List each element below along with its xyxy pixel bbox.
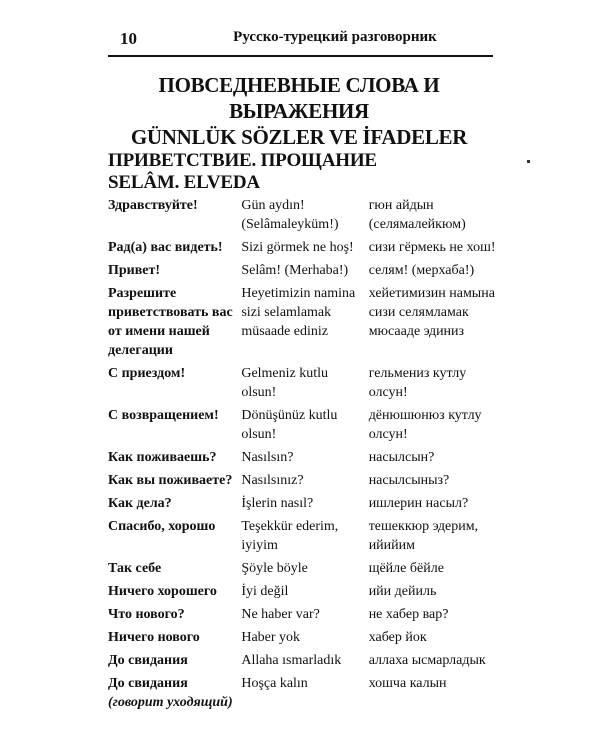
phrase-russian: Спасибо, хорошо bbox=[108, 519, 216, 534]
phrase-turkish: Nasılsınız? bbox=[241, 473, 304, 488]
phrase-russian: Как дела? bbox=[108, 496, 172, 511]
phrase-row bbox=[108, 517, 503, 555]
phrase-turkish: Sizi görmek ne hoş! bbox=[241, 240, 354, 255]
chapter-title-tr: GÜNNLÜK SÖZLER VE İFADELER bbox=[130, 125, 468, 149]
phrase-row bbox=[108, 196, 503, 234]
phrase-turkish: Allaha ısmarladık bbox=[241, 653, 342, 668]
phrase-row bbox=[108, 674, 503, 712]
print-speck bbox=[527, 160, 530, 163]
phrase-transcription: насылсын? bbox=[368, 450, 435, 465]
phrase-transcription: ишлерин насыл? bbox=[368, 496, 469, 511]
phrase-transcription: аллаха ысмарладык bbox=[368, 653, 486, 668]
phrase-transcription: селям! (мерхаба!) bbox=[368, 263, 475, 278]
phrase-transcription: тешеккюр эдерим, ийийим bbox=[368, 519, 479, 553]
phrase-russian: С приездом! bbox=[108, 366, 186, 381]
phrase-turkish: İşlerin nasıl? bbox=[241, 496, 314, 511]
phrase-turkish: Heyetimizin namina sizi selamlamak müsaade ediniz bbox=[241, 286, 356, 339]
phrase-transcription: хабер йок bbox=[368, 630, 427, 645]
phrase-transcription: хошча калын bbox=[368, 676, 447, 691]
phrase-russian: До свидания bbox=[108, 653, 188, 668]
phrase-transcription: хейетимизин намына сизи селямламак мюсааде эдиниз bbox=[368, 286, 495, 339]
phrase-turkish: Dönüşünüz kutlu olsun! bbox=[241, 408, 338, 442]
phrase-russian: До свидания bbox=[108, 676, 188, 691]
phrase-row bbox=[108, 651, 503, 670]
phrase-row bbox=[108, 261, 503, 280]
phrase-row bbox=[108, 364, 503, 402]
phrase-turkish: Haber yok bbox=[241, 630, 301, 645]
phrase-row bbox=[108, 238, 503, 257]
chapter-title bbox=[98, 72, 500, 150]
section-title-tr: SELÂM. ELVEDA bbox=[108, 172, 260, 193]
phrase-russian-cell bbox=[108, 674, 239, 712]
phrase-russian: Как поживаешь? bbox=[108, 450, 217, 465]
phrase-turkish: Gün aydın! (Selâmaleyküm!) bbox=[241, 198, 339, 232]
running-title: Русско-турецкий разговорник bbox=[233, 29, 437, 45]
phrase-row bbox=[108, 471, 503, 490]
phrase-row bbox=[108, 628, 503, 647]
phrase-transcription: щёйле бёйле bbox=[368, 561, 444, 576]
phrase-row bbox=[108, 582, 503, 601]
phrase-turkish: Hoşça kalın bbox=[241, 676, 308, 691]
phrase-transcription: сизи гёрмекь не хош! bbox=[368, 240, 496, 255]
phrase-russian: Ничего хорошего bbox=[108, 584, 217, 599]
phrase-russian: Рад(а) вас видеть! bbox=[108, 240, 223, 255]
phrase-transcription: гюн айдын (селямалейкюм) bbox=[368, 198, 466, 232]
phrase-russian: Ничего нового bbox=[108, 630, 200, 645]
phrase-row bbox=[108, 559, 503, 578]
phrase-russian: Разрешите приветствовать вас от имени нашей делегации bbox=[108, 286, 233, 358]
header-rule bbox=[108, 55, 493, 57]
phrase-row bbox=[108, 406, 503, 444]
phrase-turkish: Nasılsın? bbox=[241, 450, 294, 465]
phrase-row bbox=[108, 494, 503, 513]
chapter-title-ru: ПОВСЕДНЕВНЫЕ СЛОВА И ВЫРАЖЕНИЯ bbox=[158, 73, 440, 123]
section-title bbox=[108, 150, 377, 194]
phrase-transcription: ийи дейиль bbox=[368, 584, 437, 599]
phrase-row bbox=[108, 605, 503, 624]
phrase-turkish: Gelmeniz kutlu olsun! bbox=[241, 366, 329, 400]
phrase-russian: Здравствуйте! bbox=[108, 198, 198, 213]
phrase-row bbox=[108, 284, 503, 360]
phrase-turkish: İyi değil bbox=[241, 584, 289, 599]
phrase-transcription: дёнюшюнюз кутлу олсун! bbox=[368, 408, 482, 442]
phrase-row bbox=[108, 448, 503, 467]
phrase-turkish: Selâm! (Merhaba!) bbox=[241, 263, 349, 278]
phrase-transcription: не хабер вар? bbox=[368, 607, 449, 622]
usage-note: (говорит уходящий) bbox=[108, 695, 233, 710]
phrase-russian: С возвращением! bbox=[108, 408, 219, 423]
phrase-turkish: Şöyle böyle bbox=[241, 561, 308, 576]
phrase-transcription: гельмениз кутлу олсун! bbox=[368, 366, 467, 400]
phrase-russian: Привет! bbox=[108, 263, 161, 278]
phrase-russian: Как вы поживаете? bbox=[108, 473, 233, 488]
phrase-transcription: насылсыныз? bbox=[368, 473, 450, 488]
phrase-turkish: Ne haber var? bbox=[241, 607, 320, 622]
section-title-ru: ПРИВЕТСТВИЕ. ПРОЩАНИЕ bbox=[108, 150, 377, 171]
page-number: 10 bbox=[120, 29, 137, 48]
phrase-turkish: Teşekkür ederim, iyiyim bbox=[241, 519, 339, 553]
phrase-table bbox=[108, 196, 503, 716]
phrase-russian: Так себе bbox=[108, 561, 162, 576]
phrase-russian: Что нового? bbox=[108, 607, 185, 622]
